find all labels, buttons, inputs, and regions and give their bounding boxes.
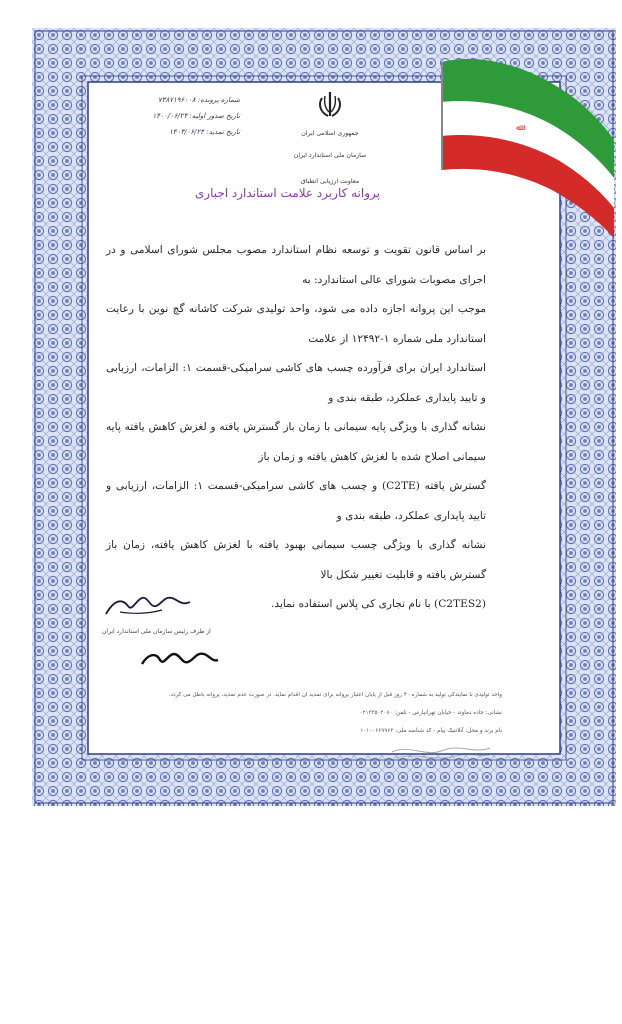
initial-issue-date: تاریخ صدور اولیه: ۱۴۰۰/۰۶/۲۴ [152, 112, 240, 120]
signatory-name-script [138, 648, 220, 670]
renewal-date: تاریخ تمدید: ۱۴۰۳/۰۶/۲۴ [169, 128, 240, 136]
org-line-2: سازمان ملی استاندارد ایران [293, 152, 367, 159]
body-line-3: استاندارد ایران برای فرآورده چسب های کاشی سرامیکی-قسمت ۱: الزامات، ارزیابی و تایید پایداری عملکرد، طبقه بندی و [106, 362, 486, 404]
license-body [106, 236, 486, 620]
footer-address: نشانی: جاده دماوند - خیابان تهرانپارس - تلفن: ۰۲۱۳۳۵۰۲۰۸۰ [359, 710, 502, 716]
svg-text:ﷲ: ﷲ [516, 123, 521, 132]
iran-flag-graphic [424, 28, 616, 238]
file-number: شماره پرونده: ۷۳۸۷۱۹۶۰۰۸ [158, 96, 240, 104]
footer-note: واحد تولیدی با نمایندگی تولید به شماره ۴۰ روز قبل از پایان اعتبار پروانه برای تمدید آن اقدام نماید. در صورت عدم تمدید، پروانه باطل می گردد. [168, 692, 502, 698]
body-line-4: نشانه گذاری با ویژگی پایه سیمانی با زمان باز گسترش یافته و لغزش کاهش یافته پایه سیمانی اصلاح شده با لغزش کاهش یافته و زمان باز [106, 421, 486, 463]
body-line-7: (C2TES2) با نام تجاری کی پلاس استفاده نماید. [271, 598, 486, 610]
org-line-1: جمهوری اسلامی ایران [301, 130, 359, 137]
official-stamp [386, 734, 496, 764]
body-line-5: گسترش یافته (C2TE) و چسب های کاشی سرامیکی-قسمت ۱: الزامات، ارزیابی و تایید پایداری عملکرد، طبقه بندی و [106, 480, 487, 522]
license-title: پروانه کاربرد علامت استاندارد اجباری [194, 186, 380, 200]
body-line-1: بر اساس قانون تقویت و توسعه نظام استاندارد مصوب مجلس شورای اسلامی و در اجرای مصوبات شورای عالی استاندارد: به [106, 244, 486, 286]
handwritten-signature [102, 592, 194, 620]
footer-brand: نام برند و محل: آتلانتیک پیام - کد شناسه ملی: ۱۰۱۰۰۶۶۹۹۶۳ [360, 728, 502, 734]
body-line-2: موجب این پروانه اجازه داده می شود، واحد تولیدی شرکت کاشانه گچ نوین با رعایت استاندارد ملی شماره ۱-۱۲۴۹۲ از علامت [106, 303, 486, 345]
signature-caption: از طرف رئیس سازمان ملی استاندارد ایران [102, 628, 211, 635]
body-line-6: نشانه گذاری با ویژگی چسب سیمانی بهبود یافته با لغزش کاهش یافته، زمان باز گسترش یافته و قابلیت تغییر شکل بالا [106, 539, 486, 581]
org-line-3: معاونت ارزیابی انطباق [300, 178, 360, 185]
emblem-icon [316, 90, 344, 120]
